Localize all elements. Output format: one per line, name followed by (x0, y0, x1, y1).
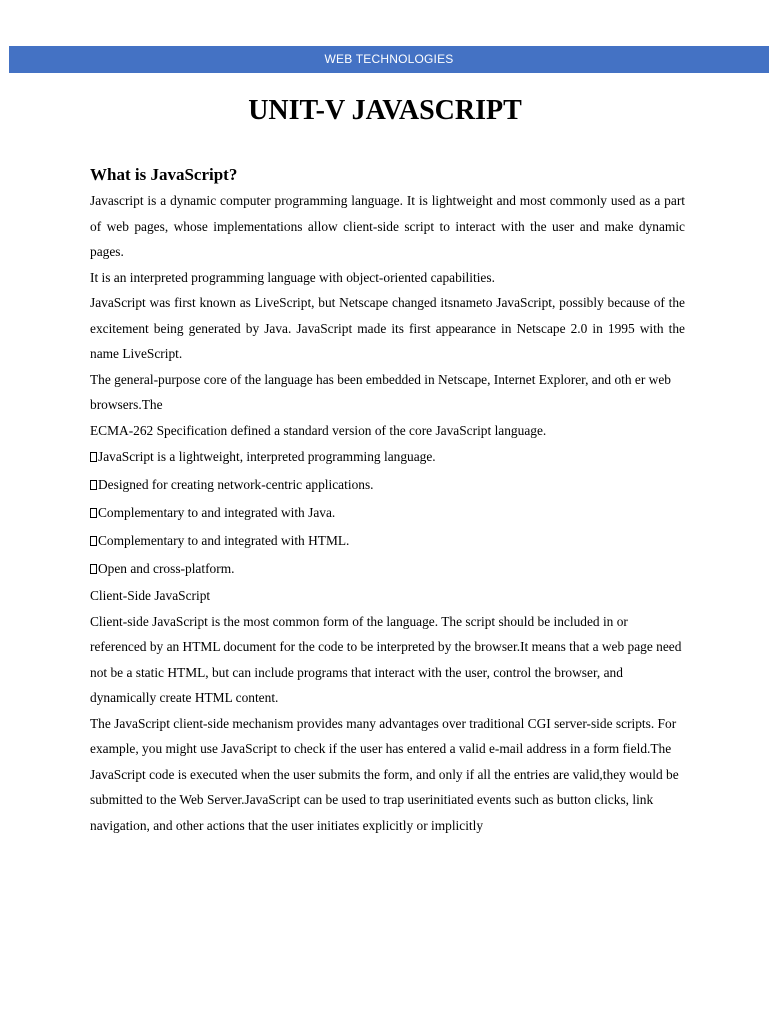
bullet-item (90, 471, 685, 499)
missing-glyph-icon (90, 564, 97, 574)
paragraph: Javascript is a dynamic computer programming language. It is lightweight and most commonly used as a part of web pages, whose implementations allow client-side script to interact with the user and make dynamic pages. (90, 193, 685, 259)
bullet-text: Complementary to and integrated with HTML. (98, 533, 350, 548)
document-body (90, 162, 685, 838)
bullet-item (90, 527, 685, 555)
bullet-text: Designed for creating network-centric applications. (98, 477, 374, 492)
missing-glyph-icon (90, 480, 97, 490)
missing-glyph-icon (90, 536, 97, 546)
subheading: Client-Side JavaScript (90, 588, 211, 603)
missing-glyph-icon (90, 452, 97, 462)
paragraph: JavaScript was first known as LiveScript, but Netscape changed itsnameto JavaScript, possibly because of the excitement being generated by Java. JavaScript made its first appearance in Netscape 2.0 in 1995 with the name LiveScript. (90, 295, 685, 361)
header-banner: WEB TECHNOLOGIES (9, 46, 769, 73)
bullet-item (90, 499, 685, 527)
document-title: UNIT-V JAVASCRIPT (248, 95, 522, 126)
bullet-text: JavaScript is a lightweight, interpreted programming language. (98, 449, 436, 464)
paragraph: ECMA-262 Specification defined a standard version of the core JavaScript language. (90, 422, 547, 438)
paragraph: The JavaScript client-side mechanism provides many advantages over traditional CGI server-side scripts. For example, you might use JavaScript to check if the user has entered a valid e-mail address in a form field.The JavaScript code is executed when the user submits the form, and only if all the entries are valid,they would be submitted to the Web Server.JavaScript can be used to trap userinitiated events such as button clicks, link navigation, and other actions that the user initiates explicitly or implicitly (90, 715, 679, 833)
bullet-item (90, 443, 685, 471)
paragraph: Client-side JavaScript is the most common form of the language. The script should be included in or referenced by an HTML document for the code to be interpreted by the browser.It means that a web page need not be a static HTML, but can include programs that interact with the user, control the browser, and dynamically create HTML content. (90, 613, 682, 705)
bullet-text: Complementary to and integrated with Java. (98, 505, 336, 520)
bullet-item (90, 555, 685, 583)
bullet-text: Open and cross-platform. (98, 561, 235, 576)
paragraph: It is an interpreted programming language with object-oriented capabilities. (90, 269, 495, 285)
paragraph: The general-purpose core of the language has been embedded in Netscape, Internet Explorer, and oth er web browsers.The (90, 371, 671, 412)
bullet-list (90, 443, 685, 583)
section-heading: What is JavaScript? (90, 165, 238, 184)
missing-glyph-icon (90, 508, 97, 518)
